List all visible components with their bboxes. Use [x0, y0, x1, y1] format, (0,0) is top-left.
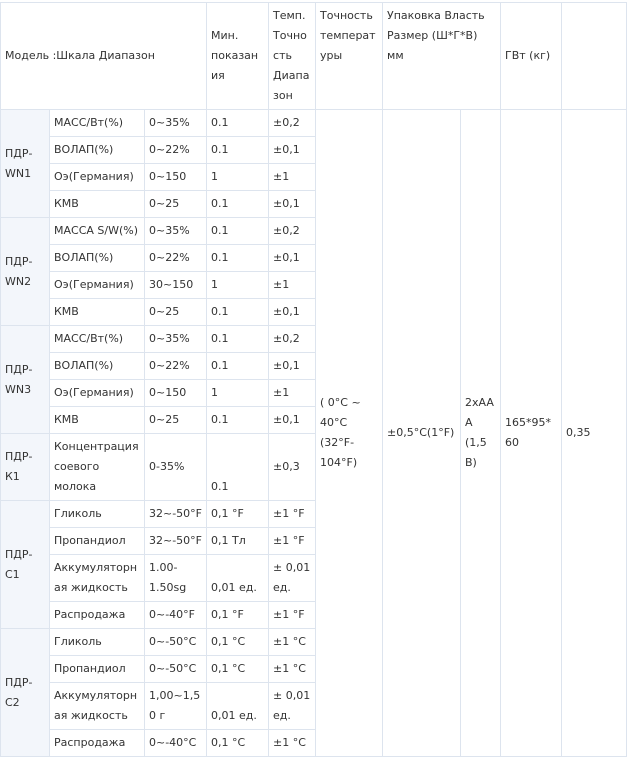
- scale-cell: Аккумуляторная жидкость: [50, 683, 145, 730]
- min-cell: 0,1 °C: [207, 629, 269, 656]
- accuracy-cell: ±1 °F: [269, 528, 316, 555]
- min-cell: 0.1: [207, 110, 269, 137]
- scale-cell: КМВ: [50, 191, 145, 218]
- min-cell: 0.1: [207, 434, 269, 501]
- range-cell: 0~25: [145, 191, 207, 218]
- min-cell: 0,01 ед.: [207, 555, 269, 602]
- header-spacer: [562, 3, 627, 110]
- accuracy-cell: ±0,3: [269, 434, 316, 501]
- min-cell: 0.1: [207, 191, 269, 218]
- range-cell: 0~35%: [145, 218, 207, 245]
- accuracy-cell: ± 0,01 ед.: [269, 683, 316, 730]
- scale-cell: МАСС/Вт(%): [50, 326, 145, 353]
- min-cell: 0,1 °C: [207, 730, 269, 757]
- accuracy-cell: ±0,1: [269, 299, 316, 326]
- scale-cell: Аккумуляторная жидкость: [50, 555, 145, 602]
- min-cell: 0.1: [207, 353, 269, 380]
- min-cell: 0.1: [207, 218, 269, 245]
- min-cell: 0.1: [207, 326, 269, 353]
- min-cell: 0.1: [207, 299, 269, 326]
- range-cell: 0~35%: [145, 110, 207, 137]
- accuracy-cell: ±0,2: [269, 326, 316, 353]
- range-cell: 0~35%: [145, 326, 207, 353]
- table-body: [1, 3, 627, 757]
- range-cell: 0~150: [145, 380, 207, 407]
- table-row: [1, 110, 627, 137]
- scale-cell: Гликоль: [50, 501, 145, 528]
- scale-cell: КМВ: [50, 299, 145, 326]
- model-cell: ПДР-WN3: [1, 326, 50, 434]
- power-cell: 2xAAA (1,5 В): [461, 110, 501, 757]
- accuracy-cell: ±0,1: [269, 137, 316, 164]
- model-cell: ПДР-С1: [1, 501, 50, 629]
- accuracy-cell: ±1: [269, 164, 316, 191]
- range-cell: 0~-40°C: [145, 730, 207, 757]
- header-model-range: Модель :Шкала Диапазон: [1, 3, 207, 110]
- header-package: Упаковка Власть Размер (Ш*Г*В) мм: [383, 3, 501, 110]
- model-cell: ПДР-К1: [1, 434, 50, 501]
- range-cell: 32~-50°F: [145, 528, 207, 555]
- range-cell: 0~-50°C: [145, 656, 207, 683]
- accuracy-cell: ±0,1: [269, 407, 316, 434]
- range-cell: 0~25: [145, 407, 207, 434]
- accuracy-cell: ±1: [269, 272, 316, 299]
- min-cell: 0,1 Тл: [207, 528, 269, 555]
- temp-accuracy-cell: ±0,5°C(1°F): [383, 110, 461, 757]
- header-temp-accuracy: Точность температуры: [316, 3, 383, 110]
- scale-cell: Оэ(Германия): [50, 272, 145, 299]
- min-cell: 1: [207, 164, 269, 191]
- accuracy-cell: ±1 °C: [269, 656, 316, 683]
- range-cell: 0~22%: [145, 245, 207, 272]
- range-cell: 0~-50°C: [145, 629, 207, 656]
- range-cell: 1.00-1.50sg: [145, 555, 207, 602]
- range-cell: 0~22%: [145, 353, 207, 380]
- min-cell: 0.1: [207, 137, 269, 164]
- range-cell: 0~150: [145, 164, 207, 191]
- accuracy-cell: ±1: [269, 380, 316, 407]
- header-gw: ГВт (кг): [501, 3, 562, 110]
- accuracy-cell: ±1 °F: [269, 602, 316, 629]
- min-cell: 0,1 °F: [207, 602, 269, 629]
- model-cell: ПДР-WN2: [1, 218, 50, 326]
- scale-cell: МАСС/Вт(%): [50, 110, 145, 137]
- temp-range-cell: ( 0°C ~ 40°C (32°F- 104°F): [316, 110, 383, 757]
- scale-cell: КМВ: [50, 407, 145, 434]
- accuracy-cell: ±1 °C: [269, 629, 316, 656]
- accuracy-cell: ±1 °F: [269, 501, 316, 528]
- scale-cell: Распродажа: [50, 730, 145, 757]
- header-row: [1, 3, 627, 110]
- range-cell: 30~150: [145, 272, 207, 299]
- accuracy-cell: ±0,2: [269, 218, 316, 245]
- min-cell: 1: [207, 272, 269, 299]
- scale-cell: МАССА S/W(%): [50, 218, 145, 245]
- accuracy-cell: ±1 °C: [269, 730, 316, 757]
- range-cell: 0~-40°F: [145, 602, 207, 629]
- model-cell: ПДР-WN1: [1, 110, 50, 218]
- scale-cell: Оэ(Германия): [50, 380, 145, 407]
- range-cell: 1,00~1,50 г: [145, 683, 207, 730]
- scale-cell: Пропандиол: [50, 656, 145, 683]
- scale-cell: Распродажа: [50, 602, 145, 629]
- min-cell: 0,1 °F: [207, 501, 269, 528]
- range-cell: 0-35%: [145, 434, 207, 501]
- header-temp-accuracy-range: Темп. Точность Диапазон: [269, 3, 316, 110]
- range-cell: 32~-50°F: [145, 501, 207, 528]
- accuracy-cell: ±0,1: [269, 191, 316, 218]
- spec-table: [0, 2, 627, 757]
- header-min-reading: Мин. показания: [207, 3, 269, 110]
- min-cell: 0,1 °C: [207, 656, 269, 683]
- scale-cell: Пропандиол: [50, 528, 145, 555]
- min-cell: 0.1: [207, 245, 269, 272]
- scale-cell: Концентрация соевого молока: [50, 434, 145, 501]
- gw-cell: 0,35: [562, 110, 627, 757]
- accuracy-cell: ± 0,01 ед.: [269, 555, 316, 602]
- accuracy-cell: ±0,1: [269, 245, 316, 272]
- range-cell: 0~22%: [145, 137, 207, 164]
- scale-cell: ВОЛАП(%): [50, 245, 145, 272]
- min-cell: 0.1: [207, 407, 269, 434]
- scale-cell: Оэ(Германия): [50, 164, 145, 191]
- scale-cell: Гликоль: [50, 629, 145, 656]
- model-cell: ПДР-С2: [1, 629, 50, 757]
- range-cell: 0~25: [145, 299, 207, 326]
- accuracy-cell: ±0,2: [269, 110, 316, 137]
- accuracy-cell: ±0,1: [269, 353, 316, 380]
- size-cell: 165*95*60: [501, 110, 562, 757]
- min-cell: 1: [207, 380, 269, 407]
- scale-cell: ВОЛАП(%): [50, 137, 145, 164]
- scale-cell: ВОЛАП(%): [50, 353, 145, 380]
- min-cell: 0,01 ед.: [207, 683, 269, 730]
